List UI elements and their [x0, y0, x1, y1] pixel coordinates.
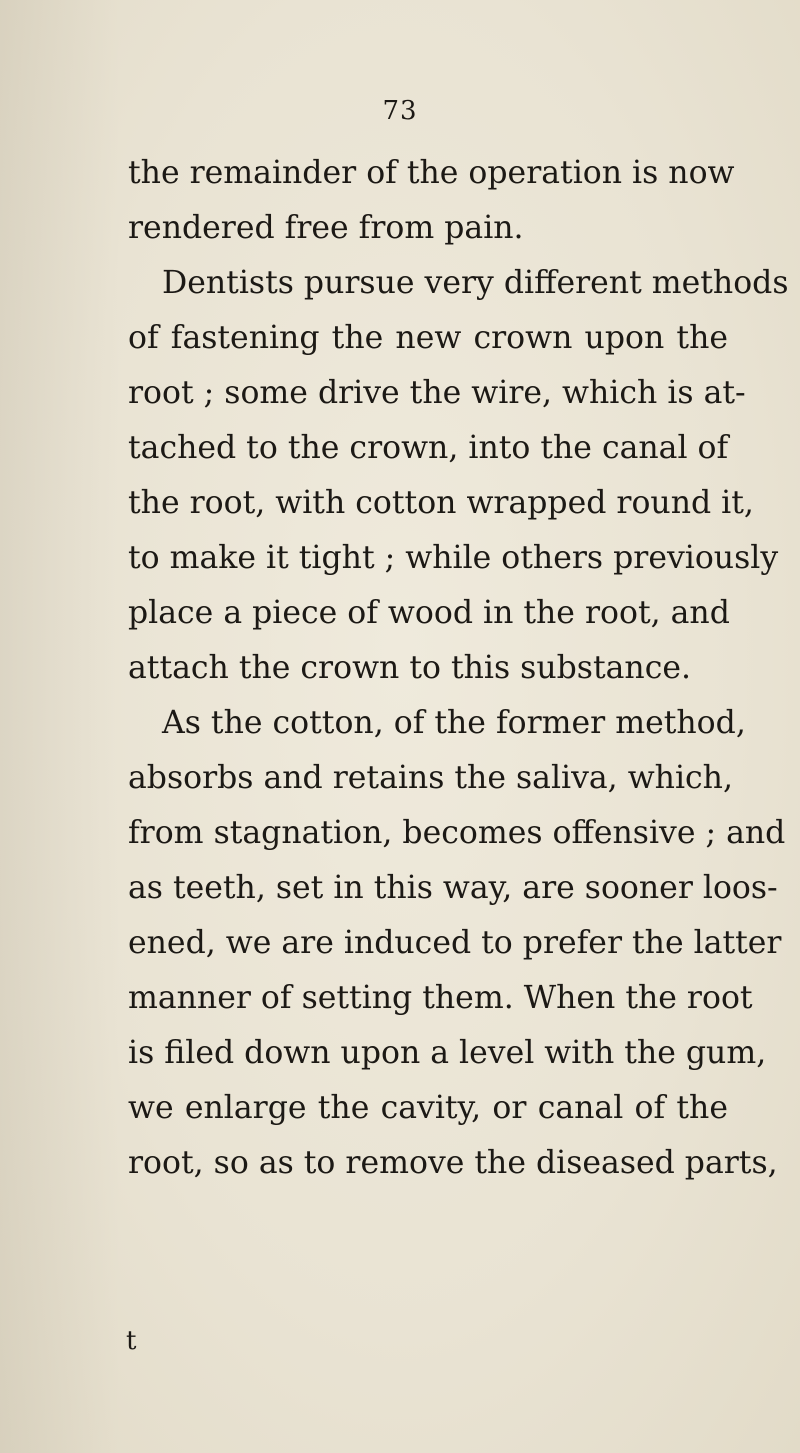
text-line: manner of setting them. When the root [128, 980, 753, 1016]
text-line: root, so as to remove the diseased parts, [128, 1145, 778, 1181]
text-line: attach the crown to this substance. [128, 650, 691, 686]
text-line: is filed down upon a level with the gum, [128, 1035, 767, 1071]
text-line: tached to the crown, into the canal of [128, 430, 729, 466]
text-line: absorbs and retains the saliva, which, [128, 760, 733, 796]
text-line: as teeth, set in this way, are sooner loos- [128, 870, 778, 906]
text-line: of fastening the new crown upon the [128, 320, 728, 356]
text-line: from stagnation, becomes offensive ; and [128, 815, 786, 851]
text-line: the root, with cotton wrapped round it, [128, 485, 754, 521]
signature-mark: t [126, 1326, 137, 1356]
text-line: place a piece of wood in the root, and [128, 595, 730, 631]
page-number: 73 [382, 96, 418, 126]
text-line: root ; some drive the wire, which is at- [128, 375, 746, 411]
text-line: we enlarge the cavity, or canal of the [128, 1090, 728, 1126]
text-line: Dentists pursue very different methods [162, 265, 789, 301]
text-line: ened, we are induced to prefer the latter [128, 925, 782, 961]
text-line: rendered free from pain. [128, 210, 524, 246]
text-line: to make it tight ; while others previously [128, 540, 779, 576]
text-line: As the cotton, of the former method, [162, 705, 746, 741]
text-line: the remainder of the operation is now [128, 155, 735, 191]
